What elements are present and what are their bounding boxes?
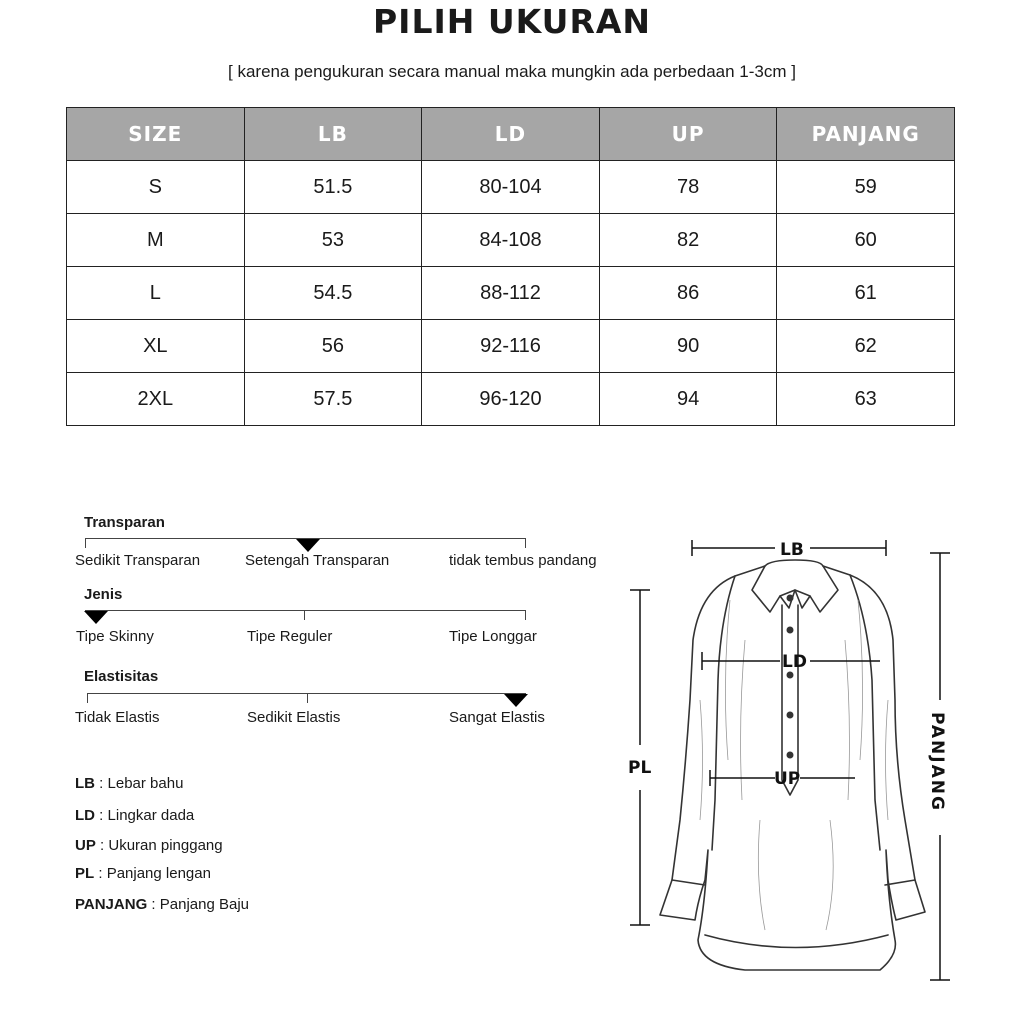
table-cell: 51.5 [244,161,422,214]
elastisitas-option-2: Sedikit Elastis [247,709,341,726]
scale-tick [307,693,308,703]
scale-tick [85,538,86,548]
header-up: UP [599,108,777,161]
table-row [67,373,955,426]
table-cell: 2XL [67,373,245,426]
jenis-scale-line [85,610,526,611]
table-header-row [67,108,955,161]
table-cell: 90 [599,320,777,373]
glossary-item: UP : Ukuran pinggang [75,837,223,854]
table-row [67,267,955,320]
glossary-item: LD : Lingkar dada [75,807,195,824]
table-cell: M [67,214,245,267]
glossary-item: PL : Panjang lengan [75,865,211,882]
table-cell: 63 [777,373,955,426]
pl-label: PL [628,758,652,778]
table-row [67,214,955,267]
page-title: PILIH UKURAN [372,2,652,41]
size-table [66,107,955,426]
table-cell: 78 [599,161,777,214]
transparan-option-3: tidak tembus pandang [449,552,597,569]
table-cell: 92-116 [422,320,600,373]
lb-label: LB [780,540,804,560]
scale-tick [304,610,305,620]
panjang-label: PANJANG [927,712,947,812]
table-cell: 94 [599,373,777,426]
header-lb: LB [244,108,422,161]
transparan-option-1: Sedikit Transparan [75,552,201,569]
table-cell: 54.5 [244,267,422,320]
table-cell: 59 [777,161,955,214]
transparan-marker [296,539,320,552]
jenis-marker [84,611,108,624]
ld-label: LD [782,652,807,672]
header-ld: LD [422,108,600,161]
scale-tick [87,693,88,703]
table-cell: 86 [599,267,777,320]
jenis-option-2: Tipe Reguler [247,628,333,645]
table-cell: 57.5 [244,373,422,426]
table-cell: L [67,267,245,320]
measurement-note: [ karena pengukuran secara manual maka mungkin ada perbedaan 1-3cm ] [228,62,796,81]
table-cell: 60 [777,214,955,267]
table-cell: 80-104 [422,161,600,214]
table-cell: 53 [244,214,422,267]
table-cell: 82 [599,214,777,267]
shirt-diagram [600,510,960,990]
glossary-item: PANJANG : Panjang Baju [75,896,249,913]
table-cell: 61 [777,267,955,320]
table-cell: 84-108 [422,214,600,267]
transparan-title: Transparan [84,514,165,531]
elastisitas-title: Elastisitas [84,668,159,685]
header-size: SIZE [67,108,245,161]
up-label: UP [774,769,801,789]
table-row [67,161,955,214]
table-cell: 62 [777,320,955,373]
elastisitas-option-1: Tidak Elastis [75,709,160,726]
jenis-option-1: Tipe Skinny [76,628,154,645]
scale-tick [525,538,526,548]
elastisitas-option-3: Sangat Elastis [449,709,545,726]
scale-tick [525,610,526,620]
table-cell: 96-120 [422,373,600,426]
jenis-title: Jenis [84,586,123,603]
table-row [67,320,955,373]
jenis-option-3: Tipe Longgar [449,628,537,645]
elastisitas-marker [504,694,528,707]
table-cell: 56 [244,320,422,373]
header-panjang: PANJANG [777,108,955,161]
table-cell: 88-112 [422,267,600,320]
glossary-item: LB : Lebar bahu [75,775,184,792]
table-cell: XL [67,320,245,373]
table-cell: S [67,161,245,214]
transparan-option-2: Setengah Transparan [245,552,390,569]
